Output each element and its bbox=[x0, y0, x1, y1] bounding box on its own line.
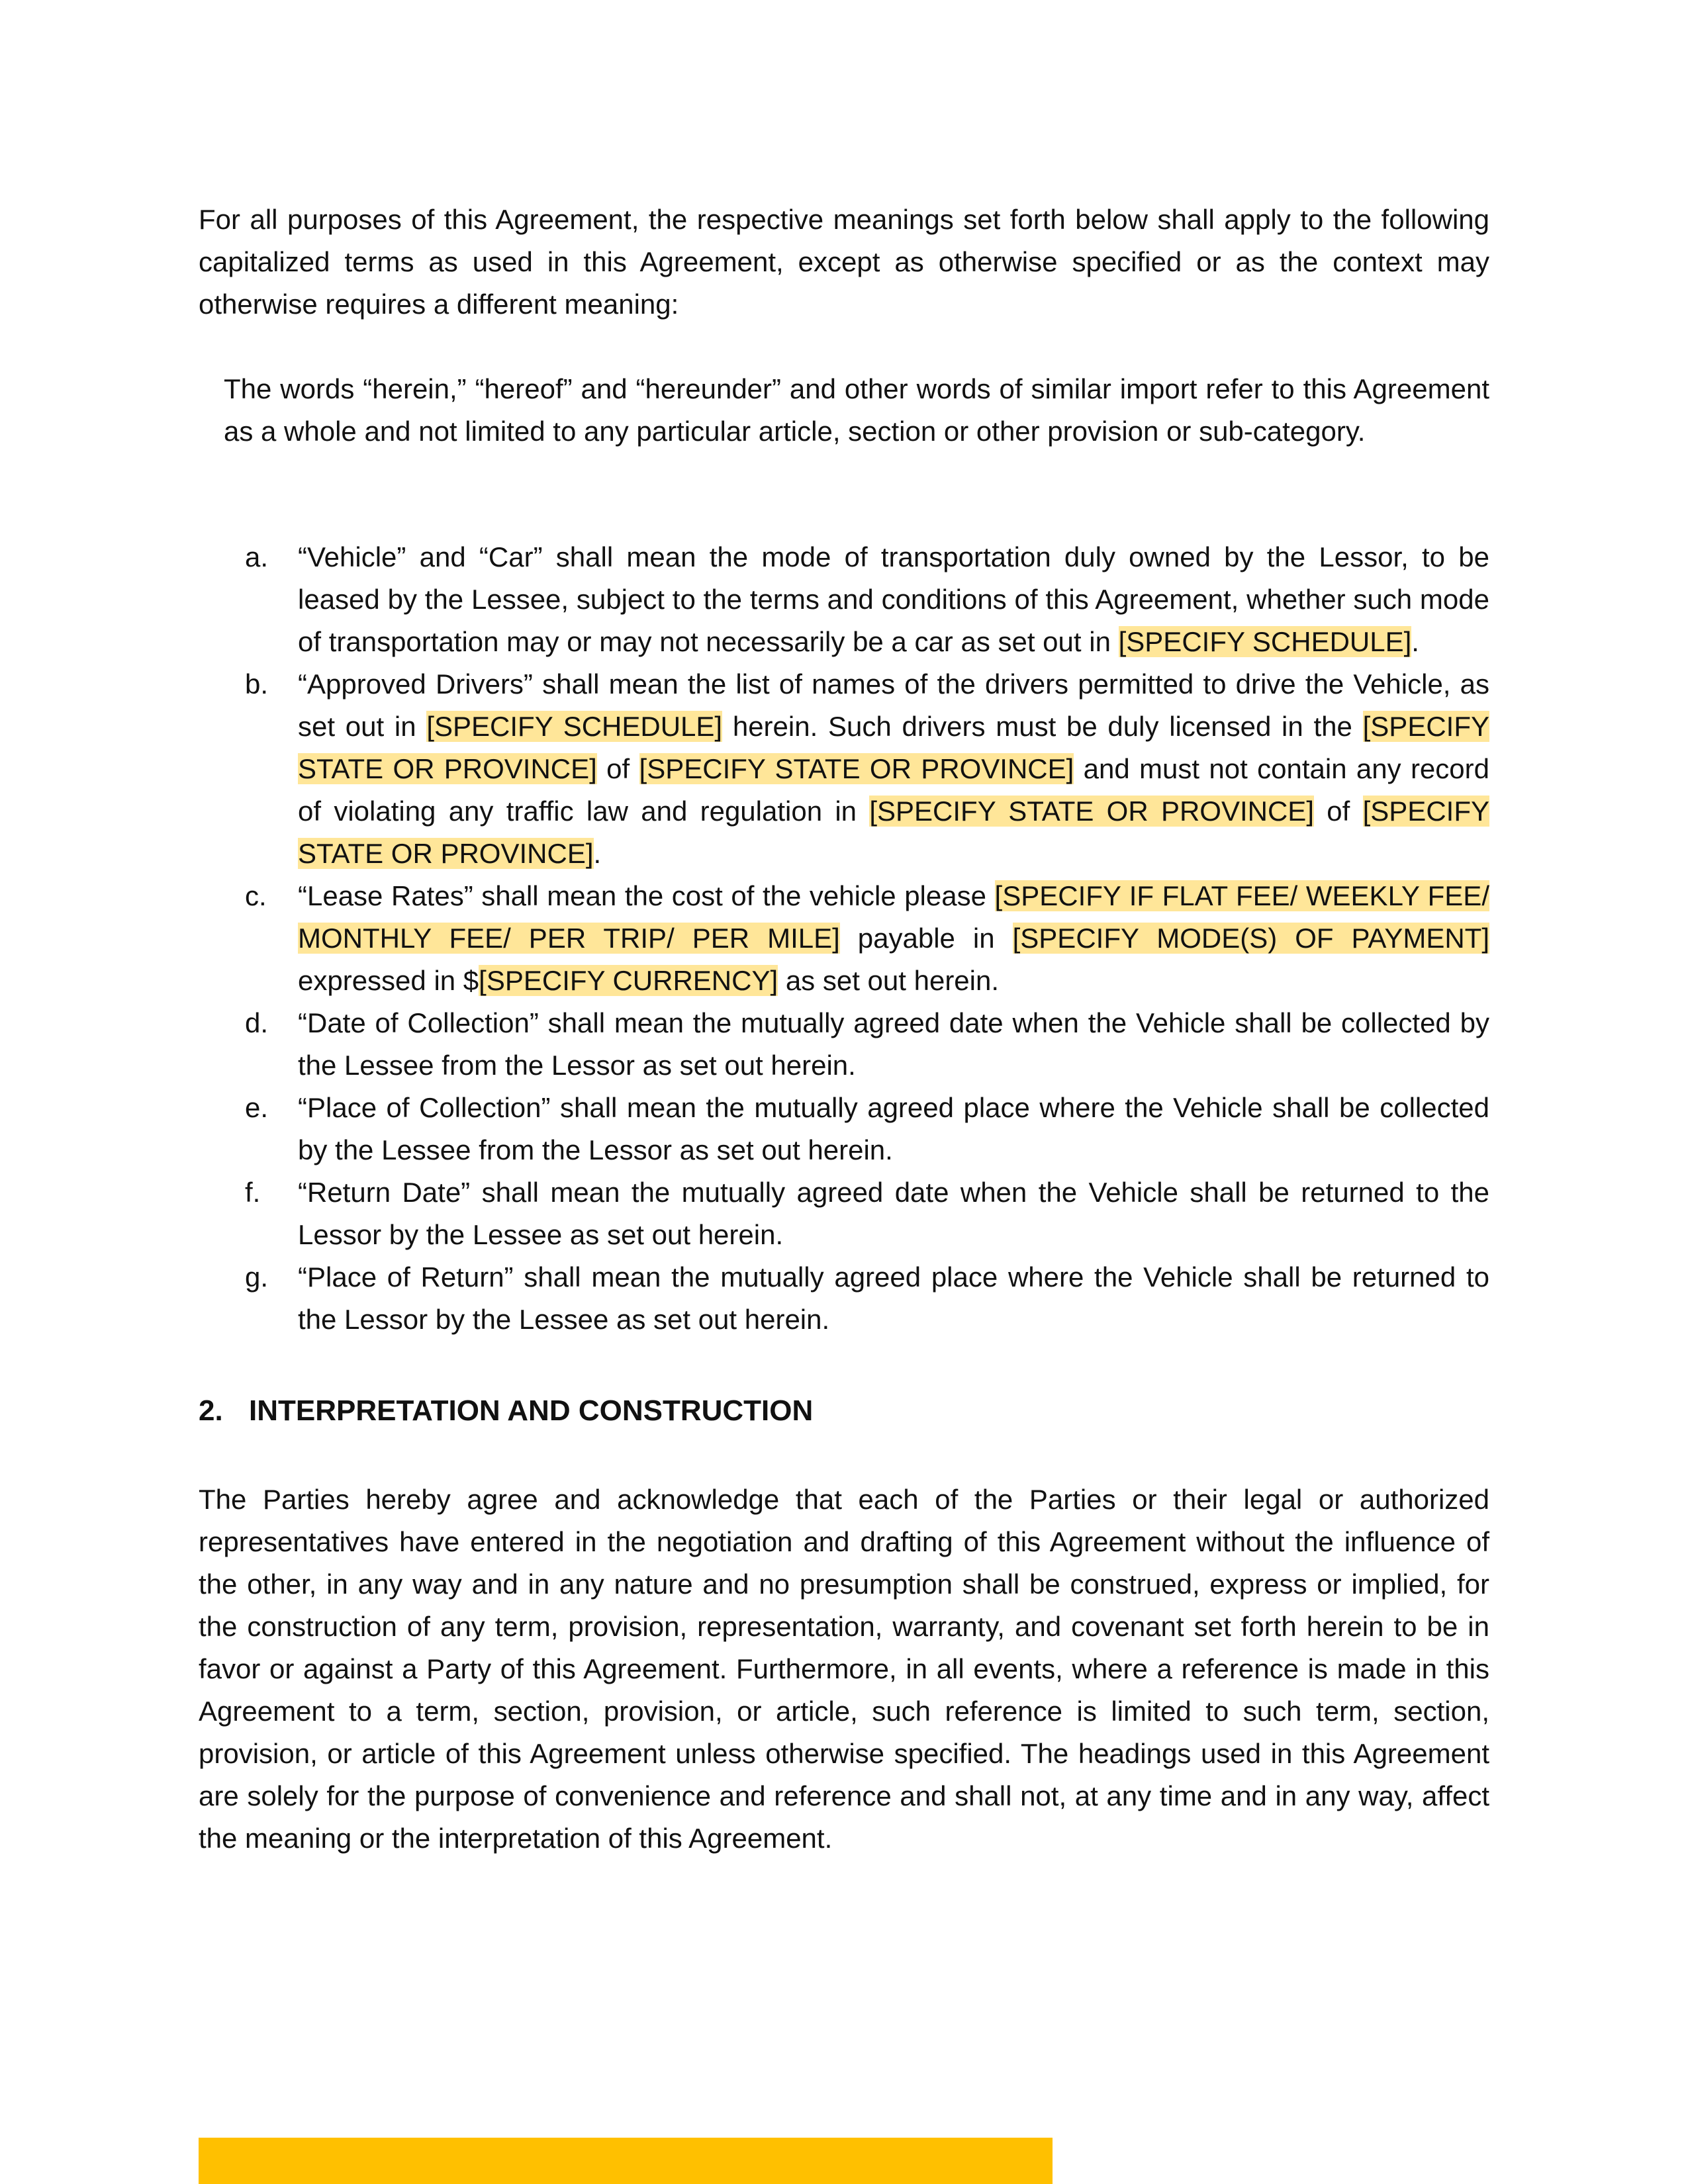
placeholder-highlight: [SPECIFY STATE OR PROVINCE] bbox=[639, 753, 1074, 784]
list-item bbox=[245, 536, 1489, 663]
words-paragraph: The words “herein,” “hereof” and “hereunder” and other words of similar import refer to this Agreement as a whole and not limited to any particular article, section or other provision or sub-category. bbox=[224, 373, 1489, 447]
section-heading bbox=[199, 1390, 813, 1432]
definitions-list bbox=[245, 536, 1489, 1341]
placeholder-highlight: [SPECIFY STATE OR PROVINCE] bbox=[869, 796, 1314, 827]
definition-text: “Place of Collection” shall mean the mutually agreed place where the Vehicle shall be collected by the Lessee from the Lessor as set out herein. bbox=[298, 1092, 1489, 1165]
placeholder-highlight: [SPECIFY MODE(S) OF PAYMENT] bbox=[1012, 923, 1489, 954]
list-marker: f. bbox=[245, 1177, 261, 1208]
footer-accent-bar bbox=[199, 2138, 1053, 2184]
list-item bbox=[245, 1256, 1489, 1341]
placeholder-highlight: [SPECIFY SCHEDULE] bbox=[426, 711, 723, 742]
definition-text: and must not contain any record of violating any traffic law and regulation in bbox=[298, 753, 1489, 827]
list-item bbox=[245, 1002, 1489, 1087]
placeholder-highlight: [SPECIFY STATE OR PROVINCE] bbox=[298, 711, 1490, 784]
definition-text: . bbox=[593, 838, 602, 869]
section-body: The Parties hereby agree and acknowledge that each of the Parties or their legal or authorized representatives have entered in the negotiation and drafting of this Agreement without the influence of the other, in any way and in any nature and no presumption shall be construed, express or implied, for the construction of any term, provision, representation, warranty, and covenant set forth herein to be in favor or against a Party of this Agreement. Furthermore, in all events, where a reference is made in this Agreement to a term, section, provision, or article, such reference is limited to such term, section, provision, or article of this Agreement unless otherwise specified. The headings used in this Agreement are solely for the purpose of convenience and reference and shall not, at any time and in any way, affect the meaning or the interpretation of this Agreement. bbox=[199, 1484, 1489, 1854]
definition-text: of bbox=[596, 753, 639, 784]
list-marker: c. bbox=[245, 880, 267, 911]
definition-text: expressed in $ bbox=[298, 965, 479, 996]
placeholder-highlight: [SPECIFY CURRENCY] bbox=[479, 965, 778, 996]
list-marker: d. bbox=[245, 1007, 269, 1038]
definition-text: “Vehicle” and “Car” shall mean the mode of transportation duly owned by the Lessor, to be leased by the Lessee, subject to the terms and conditions of this Agreement, whether such mode of transportation may or may not necessarily be a car as set out in bbox=[298, 541, 1489, 657]
placeholder-highlight: [SPECIFY IF FLAT FEE/ WEEKLY FEE/ MONTHLY FEE/ PER TRIP/ PER MILE] bbox=[298, 880, 1489, 954]
intro-paragraph: For all purposes of this Agreement, the respective meanings set forth below shall apply to the following capitalized terms as used in this Agreement, except as otherwise specified or as the context may otherwise requires a different meaning: bbox=[199, 204, 1489, 320]
definition-text: payable in bbox=[839, 923, 1013, 954]
definition-text: “Approved Drivers” shall mean the list of names of the drivers permitted to drive the Vehicle, as set out in bbox=[298, 668, 1489, 742]
placeholder-highlight: [SPECIFY SCHEDULE] bbox=[1118, 626, 1412, 657]
list-marker: b. bbox=[245, 668, 269, 700]
definition-text: “Place of Return” shall mean the mutually agreed place where the Vehicle shall be returned to the Lessor by the Lessee as set out herein. bbox=[298, 1261, 1489, 1335]
list-marker: g. bbox=[245, 1261, 269, 1293]
definition-text: “Return Date” shall mean the mutually agreed date when the Vehicle shall be returned to the Lessor by the Lessee as set out herein. bbox=[298, 1177, 1489, 1250]
section-title: INTERPRETATION AND CONSTRUCTION bbox=[249, 1394, 814, 1427]
definition-text: “Lease Rates” shall mean the cost of the vehicle please bbox=[298, 880, 995, 911]
list-item bbox=[245, 663, 1489, 875]
section-number: 2. bbox=[199, 1394, 223, 1427]
list-marker: e. bbox=[245, 1092, 269, 1123]
list-item bbox=[245, 1171, 1489, 1256]
definition-text: . bbox=[1411, 626, 1419, 657]
definition-text: herein. Such drivers must be duly licensed in the bbox=[722, 711, 1363, 742]
definition-text: of bbox=[1314, 796, 1363, 827]
list-marker: a. bbox=[245, 541, 269, 572]
definition-text: “Date of Collection” shall mean the mutually agreed date when the Vehicle shall be collected by the Lessee from the Lessor as set out herein. bbox=[298, 1007, 1489, 1081]
list-item bbox=[245, 875, 1489, 1002]
placeholder-highlight: [SPECIFY STATE OR PROVINCE] bbox=[298, 796, 1489, 869]
list-item bbox=[245, 1087, 1489, 1171]
definition-text: as set out herein. bbox=[778, 965, 1000, 996]
